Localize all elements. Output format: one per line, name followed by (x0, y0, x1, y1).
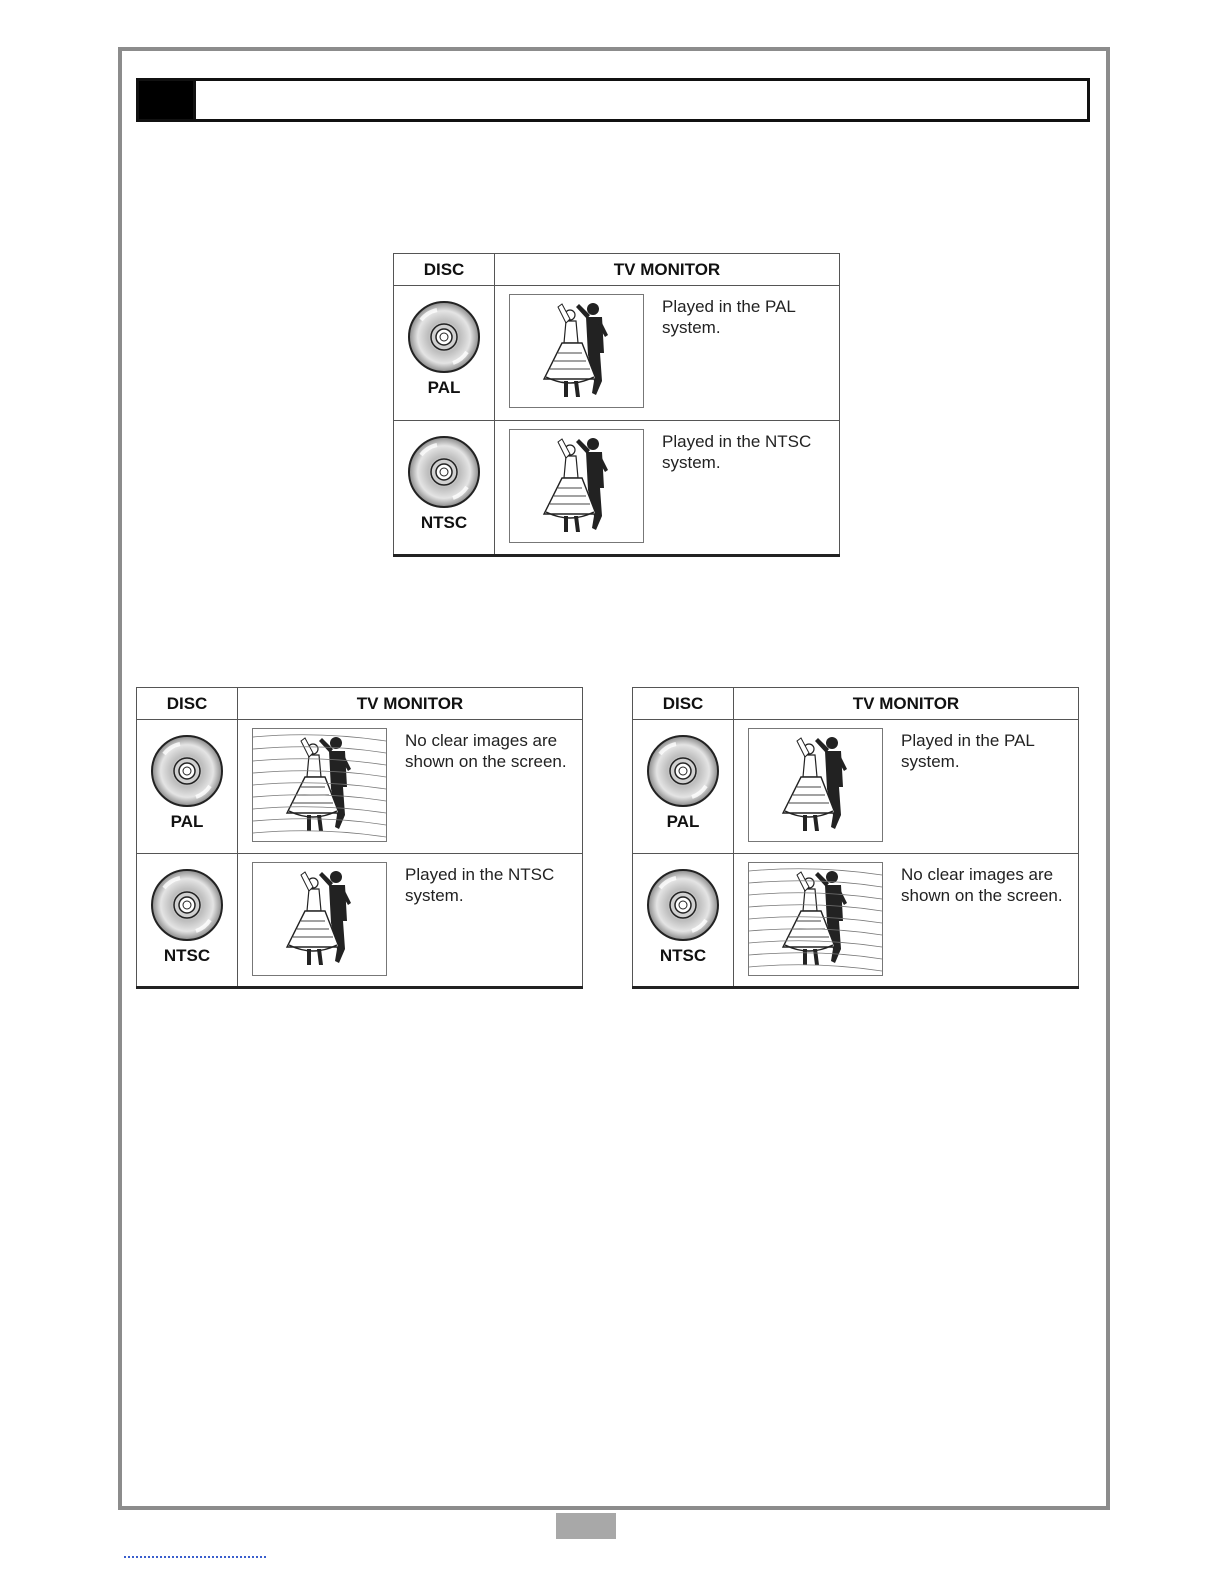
compat-table-right (632, 687, 1079, 989)
disc-label: PAL (427, 378, 461, 397)
tv-screen (509, 294, 644, 408)
monitor-description: Played in the PAL system. (662, 297, 796, 337)
disc-label: NTSC (420, 513, 468, 532)
disc-icon (407, 435, 481, 509)
monitor-description: No clear images are shown on the screen. (405, 731, 567, 771)
disc-label: NTSC (163, 946, 211, 965)
monitor-cell (734, 720, 1079, 854)
monitor-cell (495, 421, 840, 556)
disc-cell (394, 421, 495, 556)
disc-icon (646, 734, 720, 808)
section-header-block (139, 81, 193, 119)
disc-column-header: DISC (633, 688, 734, 720)
monitor-description: Played in the NTSC system. (662, 432, 812, 472)
page-number-tab (556, 1513, 616, 1539)
disc-cell (633, 720, 734, 854)
disc-icon (407, 300, 481, 374)
compat-table-left (136, 687, 583, 989)
tv-monitor-column-header: TV MONITOR (495, 254, 840, 286)
tv-monitor-column-header: TV MONITOR (238, 688, 583, 720)
tv-screen (509, 429, 644, 543)
dancers-image (253, 863, 386, 975)
monitor-cell (238, 720, 583, 854)
monitor-cell (495, 286, 840, 421)
disc-icon (646, 868, 720, 942)
monitor-cell (238, 854, 583, 988)
table-row (633, 854, 1079, 988)
section-header-bar (136, 78, 1090, 122)
dancers-image (510, 295, 643, 407)
dancers-image (749, 729, 882, 841)
compat-table-top (393, 253, 840, 557)
monitor-cell (734, 854, 1079, 988)
footer-dotted-rule (124, 1556, 266, 1558)
tv-monitor-column-header: TV MONITOR (734, 688, 1079, 720)
disc-label: PAL (170, 812, 204, 831)
disc-label: PAL (666, 812, 700, 831)
disc-icon (150, 868, 224, 942)
disc-cell (137, 854, 238, 988)
disc-label: NTSC (659, 946, 707, 965)
section-header-divider (193, 81, 196, 119)
table-row (137, 854, 583, 988)
monitor-description: No clear images are shown on the screen. (901, 865, 1063, 905)
table-row (633, 720, 1079, 854)
monitor-description: Played in the NTSC system. (405, 865, 555, 905)
tv-screen-distorted (748, 862, 883, 976)
tv-screen-distorted (252, 728, 387, 842)
distortion-lines (253, 729, 386, 841)
monitor-description: Played in the PAL system. (901, 731, 1035, 771)
tv-screen (252, 862, 387, 976)
table-row (137, 720, 583, 854)
table-row (394, 286, 840, 421)
disc-column-header: DISC (394, 254, 495, 286)
disc-column-header: DISC (137, 688, 238, 720)
table-row (394, 421, 840, 556)
disc-cell (633, 854, 734, 988)
disc-icon (150, 734, 224, 808)
tv-screen (748, 728, 883, 842)
dancers-image (510, 430, 643, 542)
distortion-lines (749, 863, 882, 975)
disc-cell (137, 720, 238, 854)
disc-cell (394, 286, 495, 421)
